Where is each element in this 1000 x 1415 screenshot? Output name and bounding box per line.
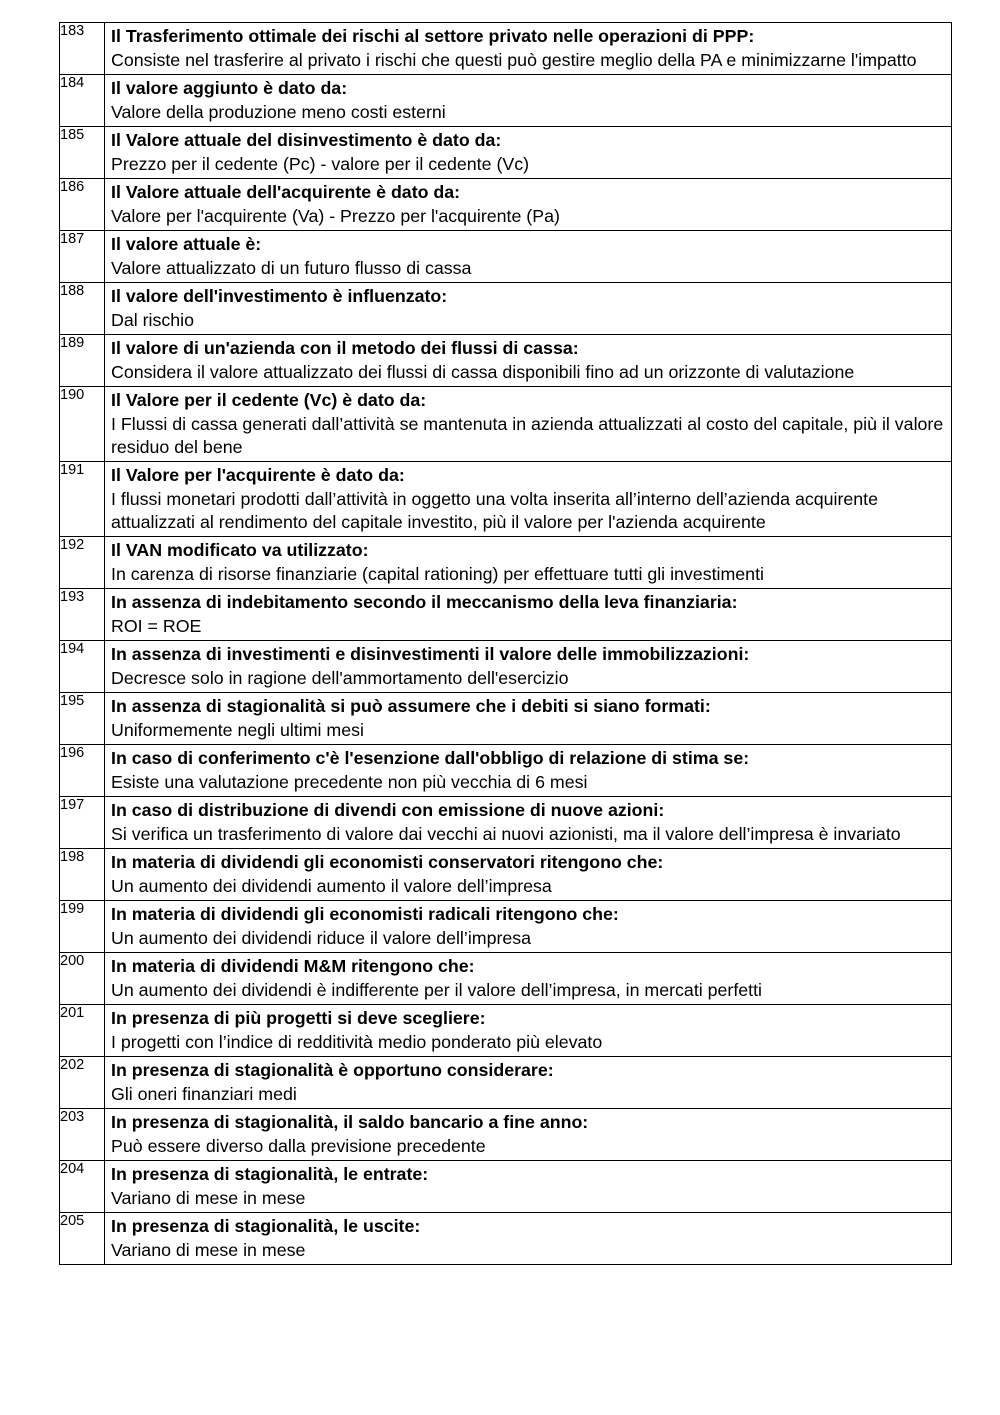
answer-text: I flussi monetari prodotti dall’attività in oggetto una volta inserita all’interno dell’azienda acquirente attualizzati al rendimento del capitale investito, più il valore per l'azienda acquirente <box>111 489 879 532</box>
row-content-wrapper <box>105 849 951 900</box>
row-content <box>105 23 952 75</box>
answer-text: Esiste una valutazione precedente non più vecchia di 6 mesi <box>111 772 588 792</box>
row-number: 202 <box>60 1057 105 1109</box>
row-number: 189 <box>60 335 105 387</box>
row-content <box>105 335 952 387</box>
row-content <box>105 231 952 283</box>
row-content <box>105 1109 952 1161</box>
answer-text: Prezzo per il cedente (Pc) - valore per il cedente (Vc) <box>111 154 530 174</box>
question-text: In assenza di investimenti e disinvestimenti il valore delle immobilizzazioni: <box>111 644 750 664</box>
table-row <box>60 901 952 953</box>
row-content <box>105 283 952 335</box>
row-content <box>105 901 952 953</box>
table-row <box>60 953 952 1005</box>
table-row <box>60 23 952 75</box>
answer-text: Gli oneri finanziari medi <box>111 1084 297 1104</box>
answer-text: Un aumento dei dividendi riduce il valore dell’impresa <box>111 928 532 948</box>
row-content <box>105 75 952 127</box>
row-content <box>105 537 952 589</box>
row-content <box>105 641 952 693</box>
question-text: In materia di dividendi gli economisti radicali ritengono che: <box>111 904 619 924</box>
table-row <box>60 179 952 231</box>
row-number: 194 <box>60 641 105 693</box>
row-content <box>105 127 952 179</box>
question-text: Il Valore per l'acquirente è dato da: <box>111 465 405 485</box>
row-content <box>105 745 952 797</box>
row-number: 198 <box>60 849 105 901</box>
question-text: Il Valore per il cedente (Vc) è dato da: <box>111 390 427 410</box>
table-row <box>60 797 952 849</box>
answer-text: Valore per l'acquirente (Va) - Prezzo per l'acquirente (Pa) <box>111 206 560 226</box>
row-content <box>105 462 952 537</box>
row-content <box>105 589 952 641</box>
row-content-wrapper <box>105 23 951 74</box>
question-text: Il Trasferimento ottimale dei rischi al settore privato nelle operazioni di PPP: <box>111 26 755 46</box>
question-text: In presenza di stagionalità è opportuno considerare: <box>111 1060 554 1080</box>
question-text: In assenza di stagionalità si può assumere che i debiti si siano formati: <box>111 696 711 716</box>
table-row <box>60 745 952 797</box>
answer-text: Valore attualizzato di un futuro flusso di cassa <box>111 258 472 278</box>
answer-text: Considera il valore attualizzato dei flussi di cassa disponibili fino ad un orizzonte di valutazione <box>111 362 855 382</box>
table-row <box>60 589 952 641</box>
row-number: 190 <box>60 387 105 462</box>
row-content <box>105 387 952 462</box>
table-row <box>60 537 952 589</box>
question-text: In materia di dividendi M&M ritengono che: <box>111 956 475 976</box>
question-text: In presenza di più progetti si deve scegliere: <box>111 1008 486 1028</box>
table-row <box>60 387 952 462</box>
row-content-wrapper <box>105 283 951 334</box>
answer-text: Decresce solo in ragione dell'ammortamento dell'esercizio <box>111 668 569 688</box>
table-row <box>60 231 952 283</box>
row-number: 184 <box>60 75 105 127</box>
question-text: Il valore aggiunto è dato da: <box>111 78 348 98</box>
answer-text: Può essere diverso dalla previsione precedente <box>111 1136 486 1156</box>
row-number: 196 <box>60 745 105 797</box>
table-row <box>60 849 952 901</box>
question-text: Il VAN modificato va utilizzato: <box>111 540 369 560</box>
row-number: 185 <box>60 127 105 179</box>
row-number: 192 <box>60 537 105 589</box>
row-number: 195 <box>60 693 105 745</box>
answer-text: I progetti con l’indice di redditività medio ponderato più elevato <box>111 1032 603 1052</box>
answer-text: Un aumento dei dividendi aumento il valore dell’impresa <box>111 876 552 896</box>
answer-text: Valore della produzione meno costi esterni <box>111 102 446 122</box>
row-number: 183 <box>60 23 105 75</box>
row-content-wrapper <box>105 1057 951 1108</box>
row-content-wrapper <box>105 589 951 640</box>
answer-text: Variano di mese in mese <box>111 1240 306 1260</box>
row-number: 205 <box>60 1213 105 1265</box>
row-content-wrapper <box>105 745 951 796</box>
row-content-wrapper <box>105 387 951 461</box>
row-content-wrapper <box>105 335 951 386</box>
row-number: 199 <box>60 901 105 953</box>
question-text: In presenza di stagionalità, le entrate: <box>111 1164 429 1184</box>
answer-text: Variano di mese in mese <box>111 1188 306 1208</box>
row-number: 203 <box>60 1109 105 1161</box>
row-number: 188 <box>60 283 105 335</box>
question-text: Il Valore attuale dell'acquirente è dato da: <box>111 182 461 202</box>
question-text: In materia di dividendi gli economisti conservatori ritengono che: <box>111 852 664 872</box>
table-row <box>60 641 952 693</box>
qa-table-body <box>60 23 952 1265</box>
row-number: 200 <box>60 953 105 1005</box>
question-text: In caso di conferimento c'è l'esenzione dall'obbligo di relazione di stima se: <box>111 748 750 768</box>
row-number: 204 <box>60 1161 105 1213</box>
row-content-wrapper <box>105 1161 951 1212</box>
table-row <box>60 1005 952 1057</box>
question-text: Il valore attuale è: <box>111 234 262 254</box>
answer-text: I Flussi di cassa generati dall’attività se mantenuta in azienda attualizzati al costo del capitale, più il valore residuo del bene <box>111 414 944 457</box>
row-content <box>105 797 952 849</box>
row-content <box>105 1161 952 1213</box>
table-row <box>60 462 952 537</box>
row-number: 193 <box>60 589 105 641</box>
row-content <box>105 693 952 745</box>
table-row <box>60 127 952 179</box>
row-content-wrapper <box>105 231 951 282</box>
row-content-wrapper <box>105 1213 951 1264</box>
row-content-wrapper <box>105 953 951 1004</box>
row-content-wrapper <box>105 127 951 178</box>
question-text: Il Valore attuale del disinvestimento è dato da: <box>111 130 502 150</box>
answer-text: Dal rischio <box>111 310 195 330</box>
row-content <box>105 1057 952 1109</box>
row-number: 186 <box>60 179 105 231</box>
table-row <box>60 693 952 745</box>
answer-text: Si verifica un trasferimento di valore dai vecchi ai nuovi azionisti, ma il valore dell’impresa è invariato <box>111 824 901 844</box>
row-content-wrapper <box>105 462 951 536</box>
table-row <box>60 1213 952 1265</box>
table-row <box>60 1161 952 1213</box>
row-content-wrapper <box>105 1005 951 1056</box>
row-number: 201 <box>60 1005 105 1057</box>
row-content-wrapper <box>105 901 951 952</box>
row-content <box>105 953 952 1005</box>
row-number: 197 <box>60 797 105 849</box>
row-content-wrapper <box>105 693 951 744</box>
table-row <box>60 1109 952 1161</box>
row-number: 191 <box>60 462 105 537</box>
row-content <box>105 1213 952 1265</box>
row-content <box>105 849 952 901</box>
question-text: In assenza di indebitamento secondo il meccanismo della leva finanziaria: <box>111 592 738 612</box>
question-text: Il valore di un'azienda con il metodo dei flussi di cassa: <box>111 338 579 358</box>
table-row <box>60 75 952 127</box>
table-row <box>60 283 952 335</box>
question-text: In presenza di stagionalità, le uscite: <box>111 1216 421 1236</box>
row-content-wrapper <box>105 797 951 848</box>
row-content <box>105 179 952 231</box>
answer-text: In carenza di risorse finanziarie (capital rationing) per effettuare tutti gli investimenti <box>111 564 764 584</box>
table-row <box>60 335 952 387</box>
row-content-wrapper <box>105 641 951 692</box>
answer-text: ROI = ROE <box>111 616 202 636</box>
question-text: Il valore dell'investimento è influenzato: <box>111 286 448 306</box>
answer-text: Uniformemente negli ultimi mesi <box>111 720 364 740</box>
row-content-wrapper <box>105 1109 951 1160</box>
question-text: In caso di distribuzione di divendi con emissione di nuove azioni: <box>111 800 665 820</box>
answer-text: Un aumento dei dividendi è indifferente per il valore dell’impresa, in mercati perfetti <box>111 980 763 1000</box>
table-row <box>60 1057 952 1109</box>
row-content-wrapper <box>105 75 951 126</box>
question-text: In presenza di stagionalità, il saldo bancario a fine anno: <box>111 1112 589 1132</box>
row-content <box>105 1005 952 1057</box>
row-number: 187 <box>60 231 105 283</box>
qa-table <box>59 22 952 1265</box>
answer-text: Consiste nel trasferire al privato i rischi che questi può gestire meglio della PA e minimizzarne l'impatto <box>111 50 917 70</box>
row-content-wrapper <box>105 179 951 230</box>
row-content-wrapper <box>105 537 951 588</box>
